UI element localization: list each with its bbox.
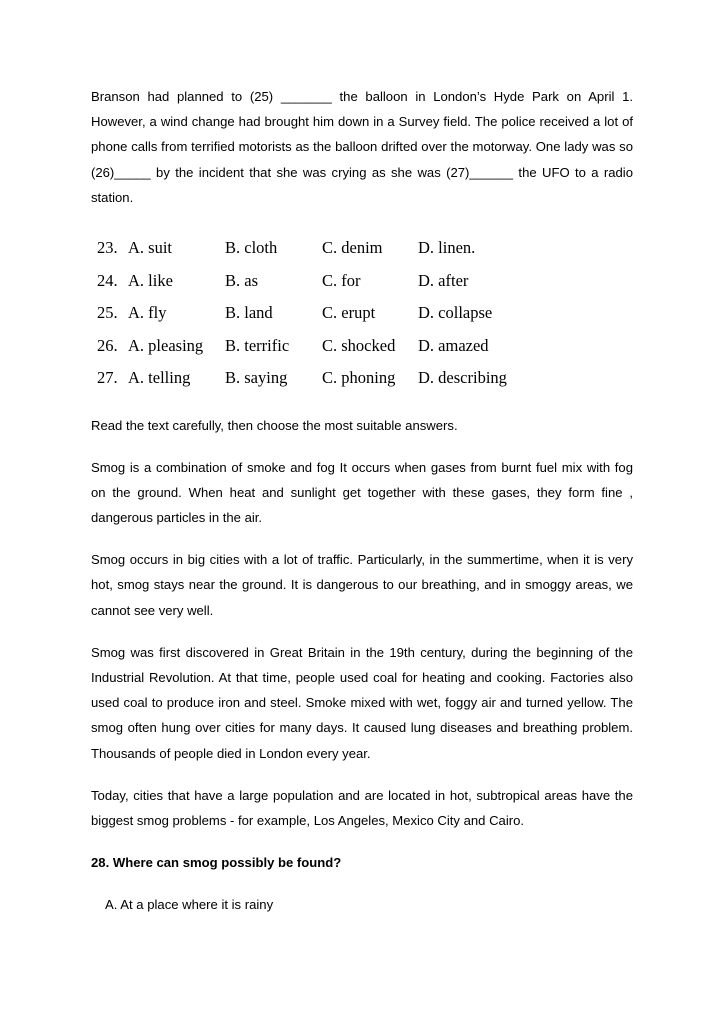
instruction-text: Read the text carefully, then choose the most suitable answers. — [91, 417, 458, 433]
question-number: 25. — [97, 303, 118, 323]
passage-paragraph-4: Today, cities that have a large population and are located in hot, subtropical areas have the biggest smog problems - for example, Los Angeles, Mexico City and Cairo. — [91, 787, 633, 828]
option-a: A. pleasing — [128, 335, 204, 355]
option-d: D. describing — [418, 368, 507, 388]
option-c: C. phoning — [322, 368, 396, 388]
option-d: D. amazed — [418, 335, 489, 355]
passage-paragraph-1: Smog is a combination of smoke and fog It occurs when gases from burnt fuel mix with fog on the ground. When heat and sunlight get together with these gases, they form fine , dangerous particles in the air. — [91, 459, 633, 525]
option-row-27 — [97, 362, 557, 395]
option-a: A. telling — [128, 368, 191, 388]
question-number: 23. — [97, 238, 118, 258]
options-table — [97, 232, 557, 395]
option-a: A. suit — [128, 238, 173, 258]
question-number: 27. — [97, 368, 118, 388]
passage-paragraph-3: Smog was first discovered in Great Britain in the 19th century, during the beginning of the Industrial Revolution. At that time, people used coal for heating and cooking. Factories also used coal to produce iron and steel. Smoke mixed with wet, foggy air and turned yellow. The smog often hung over cities for many days. It caused lung diseases and breathing problem. Thousands of people died in London every year. — [91, 644, 633, 761]
option-d: D. collapse — [418, 303, 493, 323]
option-row-24 — [97, 265, 557, 298]
option-row-25 — [97, 297, 557, 330]
question-28: 28. Where can smog possibly be found? — [91, 855, 342, 871]
option-c: C. shocked — [322, 335, 396, 355]
question-number: 26. — [97, 335, 118, 355]
option-a: A. like — [128, 270, 173, 290]
option-b: B. cloth — [225, 238, 278, 258]
question-28-option-a: A. At a place where it is rainy — [105, 897, 274, 913]
option-d: D. after — [418, 270, 469, 290]
option-a: A. fly — [128, 303, 167, 323]
option-b: B. saying — [225, 368, 288, 388]
option-b: B. land — [225, 303, 273, 323]
option-b: B. as — [225, 270, 258, 290]
option-c: C. erupt — [322, 303, 376, 323]
option-c: C. for — [322, 270, 361, 290]
option-row-23 — [97, 232, 557, 265]
document-page — [91, 84, 633, 917]
option-b: B. terrific — [225, 335, 290, 355]
intro-paragraph: Branson had planned to (25) _______ the balloon in London’s Hyde Park on April 1. However, a wind change had brought him down in a Survey field. The police received a lot of phone calls from terrified motorists as the balloon drifted over the motorway. One lady was so (26)_____ by the incident that she was crying as she was (27)______ the UFO to a radio station. — [91, 89, 633, 205]
option-c: C. denim — [322, 238, 383, 258]
question-number: 24. — [97, 270, 118, 290]
option-row-26 — [97, 330, 557, 363]
passage-paragraph-2: Smog occurs in big cities with a lot of traffic. Particularly, in the summertime, when it is very hot, smog stays near the ground. It is dangerous to our breathing, and in smoggy areas, we cannot see very well. — [91, 552, 633, 618]
option-d: D. linen. — [418, 238, 476, 258]
